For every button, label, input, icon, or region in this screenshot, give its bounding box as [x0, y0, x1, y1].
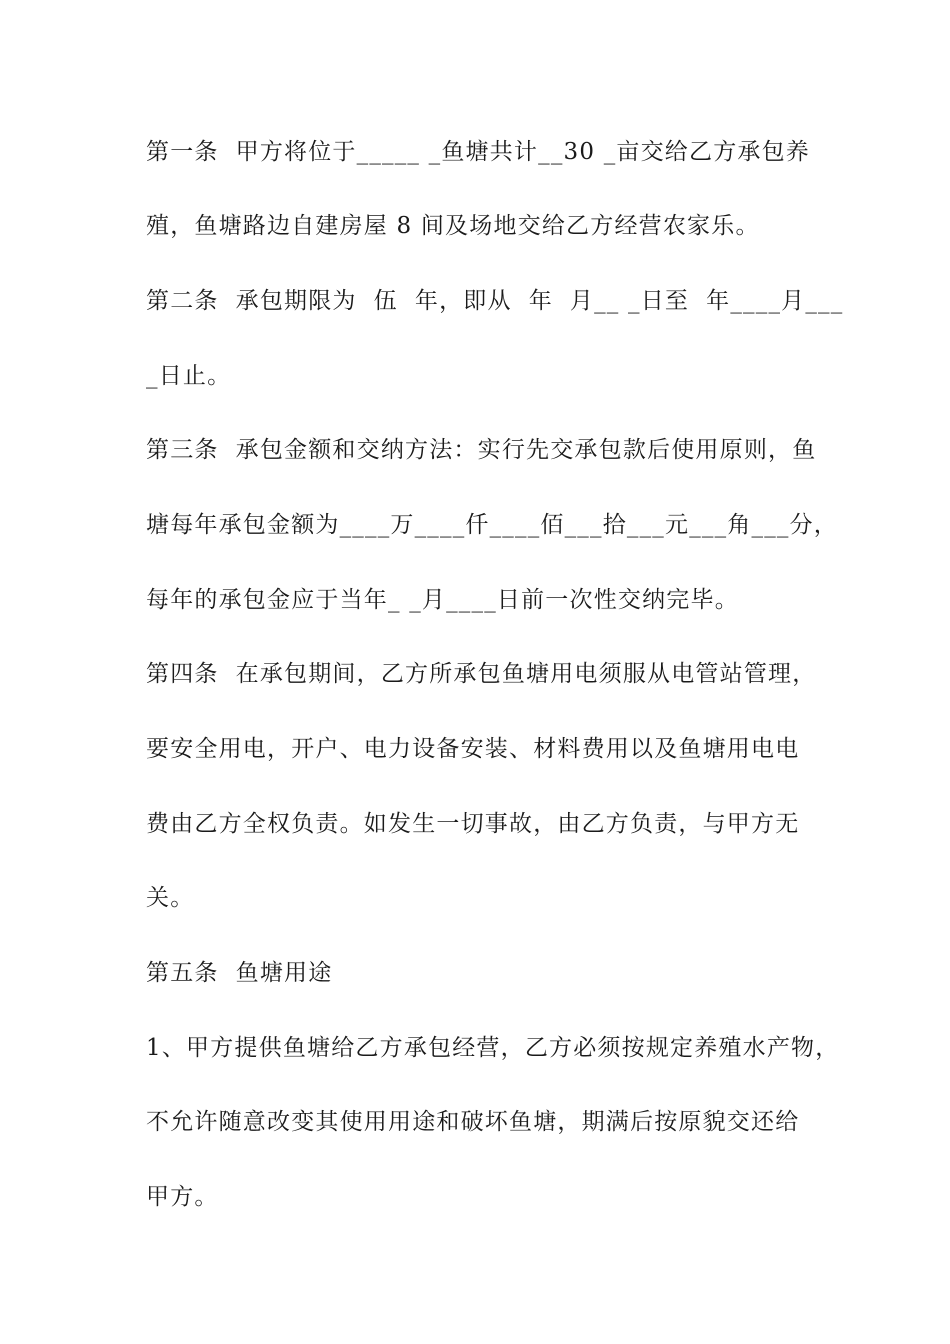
article-5-item-1-line-3: 甲方。: [146, 1184, 219, 1210]
article-5-item-1-line-2: 不允许随意改变其使用用途和破坏鱼塘，期满后按原貌交还给: [146, 1109, 800, 1135]
article-3-line-1: 第三条 承包金额和交纳方法：实行先交承包款后使用原则，鱼: [146, 437, 817, 463]
article-4-line-4: 关。: [146, 885, 195, 911]
article-1-line-1: 第一条 甲方将位于_____ _鱼塘共计__30 _亩交给乙方承包养: [146, 139, 811, 165]
article-3-line-3: 每年的承包金应于当年_ _月____日前一次性交纳完毕。: [146, 587, 739, 613]
article-2-line-1: 第二条 承包期限为 伍 年，即从 年 月__ _日至 年____月___: [146, 288, 844, 314]
article-5-heading: 第五条 鱼塘用途: [146, 960, 333, 986]
article-4-line-1: 第四条 在承包期间，乙方所承包鱼塘用电须服从电管站管理，: [146, 661, 817, 687]
article-5-item-1-line-1: 1、甲方提供鱼塘给乙方承包经营，乙方必须按规定养殖水产物，: [146, 1035, 840, 1061]
article-4-line-2: 要安全用电，开户、电力设备安装、材料费用以及鱼塘用电电: [146, 736, 800, 762]
article-2-line-2: _日止。: [146, 363, 232, 389]
article-4-line-3: 费由乙方全权负责。如发生一切事故，由乙方负责，与甲方无: [146, 811, 800, 837]
article-3-line-2: 塘每年承包金额为____万____仟____佰___拾___元___角___分，: [146, 512, 838, 538]
article-1-line-2: 殖，鱼塘路边自建房屋 8 间及场地交给乙方经营农家乐。: [146, 213, 760, 239]
